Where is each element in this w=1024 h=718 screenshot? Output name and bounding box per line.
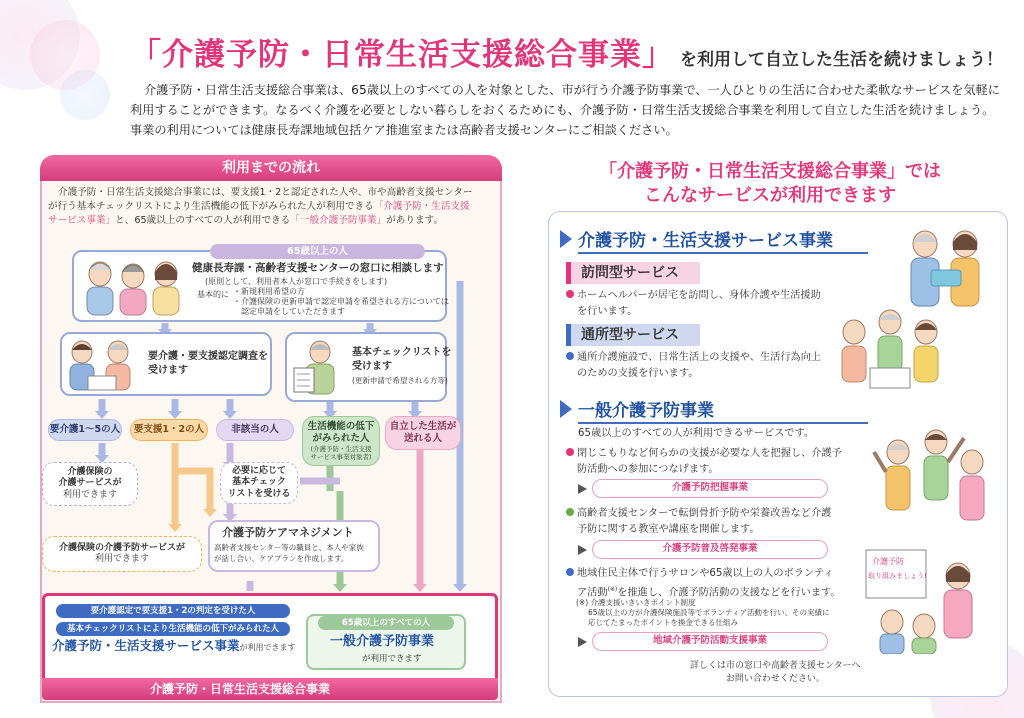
consult-bullet: ・介護保険の更新申請で認定申請を希望される方については bbox=[233, 297, 449, 306]
services-title-line: 「介護予防・日常生活支援総合事業」では bbox=[599, 161, 941, 182]
general-item-text: ア活動 bbox=[577, 587, 608, 599]
point-note bbox=[576, 598, 829, 628]
certification-text: 要介護・要支援認定調査を bbox=[148, 351, 268, 362]
day-service-line bbox=[566, 350, 821, 366]
result-non-applicable: 非該当の人 bbox=[216, 419, 294, 441]
activity-awareness: 介護予防普及啓発事業 bbox=[592, 540, 828, 559]
day-service-line: のための支援を行います。 bbox=[577, 368, 699, 379]
general-main-label: 一般介護予防事業 bbox=[330, 634, 435, 649]
checklist-text: 受けます bbox=[352, 361, 392, 372]
consult-basic-label: 基本的に bbox=[197, 290, 229, 299]
triangle-icon bbox=[560, 400, 572, 418]
day-service-tag: 通所型サービス bbox=[566, 324, 700, 346]
result-support: 要支援1・2の人 bbox=[130, 419, 208, 441]
result-indep-line: 送れる人 bbox=[403, 433, 442, 444]
page-title bbox=[130, 34, 1003, 74]
home-visit-line bbox=[566, 288, 821, 304]
recheck-line: 基本チェック bbox=[232, 477, 286, 488]
board-text: 介護予防 bbox=[872, 557, 904, 566]
consult-title: 健康長寿課・高齢者支援センターの窓口に相談します bbox=[192, 262, 444, 274]
recheck-line: 必要に応じて bbox=[231, 466, 286, 477]
consult-note: (原則として、利用者本人が窓口で手続きをします) bbox=[205, 277, 388, 286]
footer-label: 介護予防・日常生活支援総合事業 bbox=[150, 682, 331, 696]
svc-usable bbox=[52, 640, 296, 654]
general-suffix: が利用できます bbox=[362, 654, 422, 664]
care-management-line: が話し合い、ケアプランを作成します。 bbox=[214, 554, 349, 563]
section-head-support bbox=[560, 226, 833, 251]
checklist-illustration bbox=[290, 338, 350, 398]
section-underline bbox=[578, 252, 868, 254]
prevention-service-box bbox=[42, 536, 202, 572]
general-item-text: 閉じこもりなど何らかの支援が必要な人を把握し、介護予 bbox=[577, 448, 842, 459]
age65-tag: 65歳以上の人 bbox=[210, 244, 425, 259]
intro-line: 事業の利用については健康長寿課地域包括ケア推進室または高齢者支援センターにご相談ください。 bbox=[130, 123, 678, 137]
result-care: 要介護1〜5の人 bbox=[48, 419, 122, 441]
board-text: 取り組みましょう! bbox=[868, 572, 927, 580]
general-item-2 bbox=[566, 506, 831, 538]
home-visit-line: を行います。 bbox=[577, 306, 638, 317]
flow-desc-text: が行う基本チェックリストにより生活機能の低下がみられた人が利用できる bbox=[48, 201, 374, 212]
home-visit-text: ホームヘルパーが居宅を訪問し、身体介護や生活援助 bbox=[577, 290, 821, 301]
home-visit-desc bbox=[566, 288, 821, 320]
activity-community: 地域介護予防活動支援事業 bbox=[592, 632, 828, 651]
point-note-line: 65歳以上の方が介護保険施設等でボランティア活動を行い、その実績に bbox=[588, 608, 830, 617]
section-head-general bbox=[560, 396, 714, 421]
section-head-label: 介護予防・生活支援サービス事業 bbox=[578, 231, 833, 251]
general-item-line bbox=[566, 446, 842, 462]
bullet-icon bbox=[566, 568, 574, 576]
checklist-text: 基本チェックリストを bbox=[352, 347, 452, 358]
general-intro: 65歳以上のすべての人が利用できるサービスです。 bbox=[578, 428, 815, 439]
svc-target-tag: 要介護認定で要支援1・2の判定を受けた人 bbox=[56, 604, 290, 618]
services-title bbox=[560, 160, 980, 208]
general-target-tag: 65歳以上のすべての人 bbox=[318, 616, 454, 630]
checklist-note: (更新申請で希望される方等) bbox=[352, 376, 448, 385]
svc-suffix: が利用できます bbox=[239, 643, 296, 652]
bullet-icon bbox=[566, 448, 574, 456]
care-service-box bbox=[42, 462, 138, 506]
contact-text bbox=[690, 660, 861, 686]
general-item-text: を推進し、介護予防活動の支援などを行います。 bbox=[617, 587, 841, 599]
helper-illustration bbox=[895, 222, 995, 310]
page-title-main: 「介護予防・日常生活支援総合事業」 bbox=[130, 37, 674, 73]
general-item-1 bbox=[566, 446, 842, 478]
general-item-3 bbox=[566, 566, 841, 601]
section-underline bbox=[578, 422, 868, 424]
flow-desc-highlight: 「一般介護予防事業」 bbox=[290, 215, 387, 226]
care-management-line: 高齢者支援センター等の職員と、本人や家族 bbox=[214, 543, 364, 552]
arrow-icon bbox=[578, 484, 587, 494]
decor-bubble bbox=[60, 70, 110, 120]
exercise-illustration bbox=[872, 418, 992, 528]
triangle-icon bbox=[560, 230, 572, 248]
care-service-line: 介護保険の bbox=[67, 467, 113, 478]
intro-line: 介護予防・日常生活支援総合事業は、65歳以上のすべての人を対象とした、市が行う介護予防事業で、一人ひとりの生活に合わせた柔軟なサービスを気軽に bbox=[144, 83, 1000, 97]
arrow-icon bbox=[578, 545, 587, 555]
general-item-line: 予防に関する教室や講座を開催します。 bbox=[577, 524, 760, 535]
bullet-icon bbox=[566, 508, 574, 516]
intro-line: 利用することができます。なるべく介護を必要としない暮らしをおくるためにも、介護予防・日常生活支援総合事業を利用して自立した生活を続けましょう。 bbox=[130, 103, 995, 117]
flow-desc-highlight: 「介護予防・生活支援 bbox=[373, 201, 470, 212]
prevention-service-line: 利用できます bbox=[94, 554, 149, 564]
contact-line: お問い合わせください。 bbox=[725, 674, 825, 684]
point-note-line: 応じてたまったポイントを換金できる仕組み bbox=[588, 618, 738, 627]
result-decline bbox=[302, 416, 380, 466]
consult-bullet: 認定申請をしていただきます bbox=[233, 307, 345, 316]
care-service-line: 介護サービスが bbox=[58, 478, 122, 489]
services-title-line: こんなサービスが利用できます bbox=[644, 185, 896, 206]
svc-target-tag: 基本チェックリストにより生活機能の低下がみられた人 bbox=[56, 622, 290, 636]
section-head-label: 一般介護予防事業 bbox=[578, 401, 714, 421]
general-item-text: 高齢者支援センターで転倒骨折予防や栄養改善など介護 bbox=[577, 508, 832, 519]
care-service-line: 利用できます bbox=[62, 489, 117, 500]
general-item-line bbox=[566, 566, 841, 582]
flow-desc-text: があります。 bbox=[386, 215, 443, 226]
certification-text: 受けます bbox=[148, 365, 188, 376]
flow-desc-highlight: サービス事業」 bbox=[48, 215, 116, 226]
day-service-desc bbox=[566, 350, 821, 382]
point-note-line: (※) 介護支援いきいきポイント制度 bbox=[576, 598, 696, 607]
page-title-sub: を利用して自立した生活を続けましょう！ bbox=[680, 50, 1003, 70]
general-item-sup: (※) bbox=[607, 586, 618, 593]
interview-illustration bbox=[64, 336, 140, 392]
home-visit-tag: 訪問型サービス bbox=[566, 262, 700, 284]
care-management-title: 介護予防ケアマネジメント bbox=[222, 526, 354, 539]
group-illustration bbox=[830, 306, 950, 392]
result-independent bbox=[385, 416, 461, 450]
recheck-box bbox=[220, 462, 298, 504]
general-item-line bbox=[566, 506, 831, 522]
bullet-icon bbox=[566, 290, 574, 298]
arrow-icon bbox=[578, 637, 587, 647]
contact-line: 詳しくは市の窓口や高齢者支援センターへ bbox=[690, 661, 861, 671]
prevention-service-line: 介護保険の介護予防サービスが bbox=[58, 542, 185, 553]
day-service-text: 通所介護施設で、日常生活上の支援や、生活行為向上 bbox=[577, 352, 822, 363]
general-item-line: 防活動への参加につなげます。 bbox=[577, 464, 719, 475]
flow-heading: 利用までの流れ bbox=[40, 155, 502, 181]
result-decline-note: サービス事業対象者) bbox=[310, 452, 372, 461]
intro-text bbox=[130, 80, 1010, 140]
svc-main-label: 介護予防・生活支援サービス事業 bbox=[52, 638, 240, 653]
recheck-line: リストを受ける bbox=[227, 488, 291, 499]
result-indep-line: 自立した生活が bbox=[389, 421, 457, 433]
flow-desc-text: と、65歳以上のすべての人が利用できる bbox=[115, 215, 291, 226]
activity-grasp: 介護予防把握事業 bbox=[592, 479, 828, 498]
flow-desc-line: 介護予防・日常生活支援総合事業には、要支援1・2と認定された人や、市や高齢者支援センター bbox=[58, 187, 473, 198]
general-item-text: 地域住民主体で行うサロンや65歳以上の人のボランティ bbox=[577, 568, 834, 579]
bullet-icon bbox=[566, 352, 574, 360]
result-decline-line: がみられた人 bbox=[312, 432, 370, 444]
consult-bullet: ・新規利用希望の方 bbox=[233, 287, 305, 296]
result-decline-line: 生活機能の低下 bbox=[307, 421, 375, 432]
result-decline-note: (介護予防・生活支援 bbox=[310, 444, 372, 453]
